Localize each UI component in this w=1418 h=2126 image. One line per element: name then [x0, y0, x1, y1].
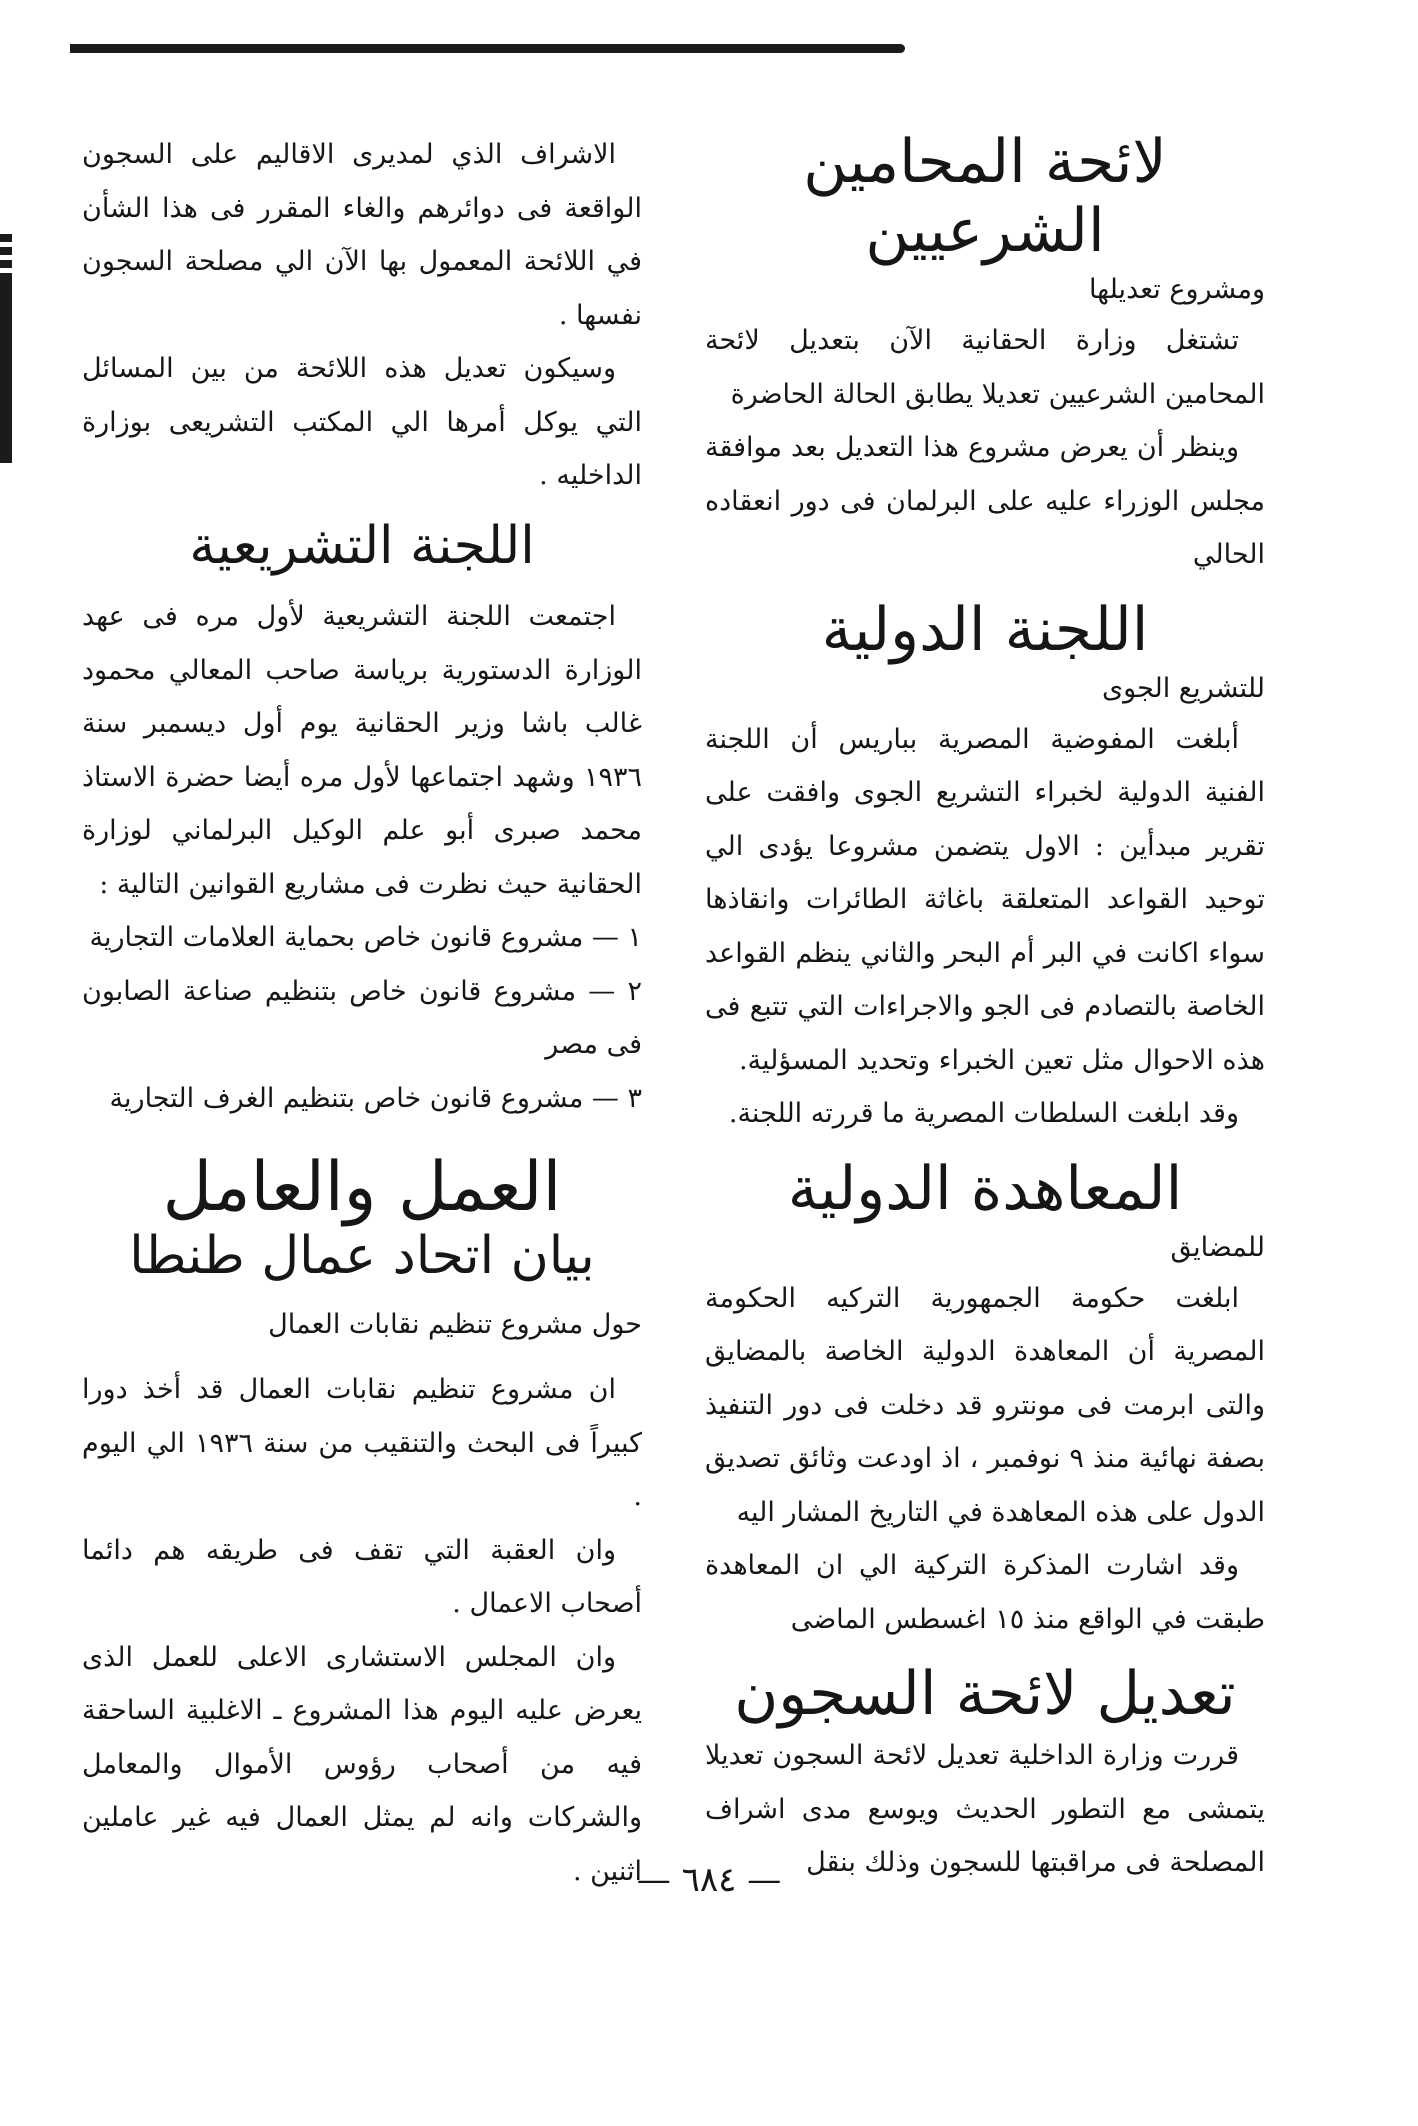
section-title-legislative-committee: اللجنة التشريعية: [189, 515, 535, 576]
top-rule: [70, 44, 905, 53]
paragraph: وينظر أن يعرض مشروع هذا التعديل بعد موافقة مجلس الوزراء عليه على البرلمان فى دور انعقاده الحالي: [705, 432, 1265, 570]
paragraph: وسيكون تعديل هذه اللائحة من بين المسائل التي يوكل أمرها الي المكتب التشريعى بوزارة الداخليه .: [82, 353, 642, 491]
section-caption: حول مشروع تنظيم نقابات العمال: [268, 1309, 642, 1341]
paragraph: اجتمعت اللجنة التشريعية لأول مره فى عهد الوزارة الدستورية برياسة صاحب المعالي محمود غالب باشا وزير الحقانية يوم أول ديسمبر سنة ١٩٣٦ وشهد اجتماعها لأول مره أيضا حضرة الاستاذ محمد صبرى أبو علم الوكيل البرلماني لوزارة الحقانية حيث نظرت فى مشاريع القوانين التالية :: [82, 601, 642, 900]
paragraph: ابلغت حكومة الجمهورية التركيه الحكومة المصرية أن المعاهدة الدولية الخاصة بالمضايق والتى ابرمت فى مونترو قد دخلت فى دور التنفيذ بصفة نهائية منذ ٩ نوفمبر ، اذ اودعت وثائق تصديق الدول على هذه المعاهدة في التاريخ المشار اليه: [705, 1282, 1265, 1528]
paragraph: وان المجلس الاستشارى الاعلى للعمل الذى يعرض عليه اليوم هذا المشروع ـ الاغلبية الساحقة فيه من أصحاب رؤوس الأموال والمعامل والشركات وانه لم يمثل العمال فيه غير عاملين اثنين .: [82, 1641, 642, 1887]
right-column: [705, 128, 1265, 1890]
page-number: — ٦٨٤ —: [636, 1860, 782, 1900]
left-column: [82, 128, 642, 1898]
list-item: ١ — مشروع قانون خاص بحماية العلامات التجارية: [89, 922, 642, 954]
section-subtitle: للتشريع الجوى: [1101, 672, 1265, 704]
list-item: ٢ — مشروع قانون خاص بتنظيم صناعة الصابون فى مصر: [82, 975, 642, 1061]
paragraph: ان مشروع تنظيم نقابات العمال قد أخذ دورا كبيراً فى البحث والتنقيب من سنة ١٩٣٦ الي اليوم .: [82, 1374, 642, 1513]
section-title-international-treaty: المعاهدة الدولية: [787, 1153, 1183, 1224]
paragraph: وقد اشارت المذكرة التركية الي ان المعاهدة طبقت في الواقع منذ ١٥ اغسطس الماضى: [705, 1550, 1265, 1635]
section-subtitle: للمضايق: [1170, 1231, 1265, 1263]
section-title-lawyers-regulation: لائحة المحامين الشرعيين: [803, 127, 1167, 266]
section-title-labor: العمل والعامل: [162, 1148, 562, 1228]
paragraph: وقد ابلغت السلطات المصرية ما قررته اللجنة.: [728, 1098, 1239, 1129]
paragraph: الاشراف الذي لمديرى الاقاليم على السجون الواقعة فى دوائرهم والغاء المقرر فى هذا الشأن في اللائحة المعمول بها الآن الي مصلحة السجون نفسها .: [82, 139, 642, 331]
list-item: ٣ — مشروع قانون خاص بتنظيم الغرف التجارية: [109, 1082, 642, 1114]
paragraph: تشتغل وزارة الحقانية الآن بتعديل لائحة المحامين الشرعيين تعديلا يطابق الحالة الحاضرة: [705, 325, 1265, 410]
paragraph: أبلغت المفوضية المصرية بباريس أن اللجنة الفنية الدولية لخبراء التشريع الجوى وافقت على تقرير مبدأين : الاول يتضمن مشروعا يؤدى الي توحيد القواعد المتعلقة باغاثة الطائرات وانقاذها سواء اكانت في البر أم البحر والثاني ينظم القواعد الخاصة بالتصادم فى الجو والاجراءات التي تتبع فى هذه الاحوال مثل تعين الخبراء وتحديد المسؤلية.: [705, 723, 1265, 1076]
paragraph: وان العقبة التي تقف فى طريقه هم دائما أصحاب الاعمال .: [82, 1534, 642, 1620]
section-title-international-committee: اللجنة الدولية: [821, 594, 1149, 665]
paragraph: قررت وزارة الداخلية تعديل لائحة السجون تعديلا يتمشى مع التطور الحديث ويوسع مدى اشراف المصلحة فى مراقبتها للسجون وذلك بنقل: [705, 1740, 1265, 1878]
scan-edge-marks: [0, 234, 12, 468]
section-title-prisons-regulation: تعديل لائحة السجون: [734, 1659, 1236, 1729]
section-subtitle-tanta-workers: بيان اتحاد عمال طنطا: [129, 1226, 595, 1287]
section-subtitle: ومشروع تعديلها: [1088, 274, 1265, 305]
